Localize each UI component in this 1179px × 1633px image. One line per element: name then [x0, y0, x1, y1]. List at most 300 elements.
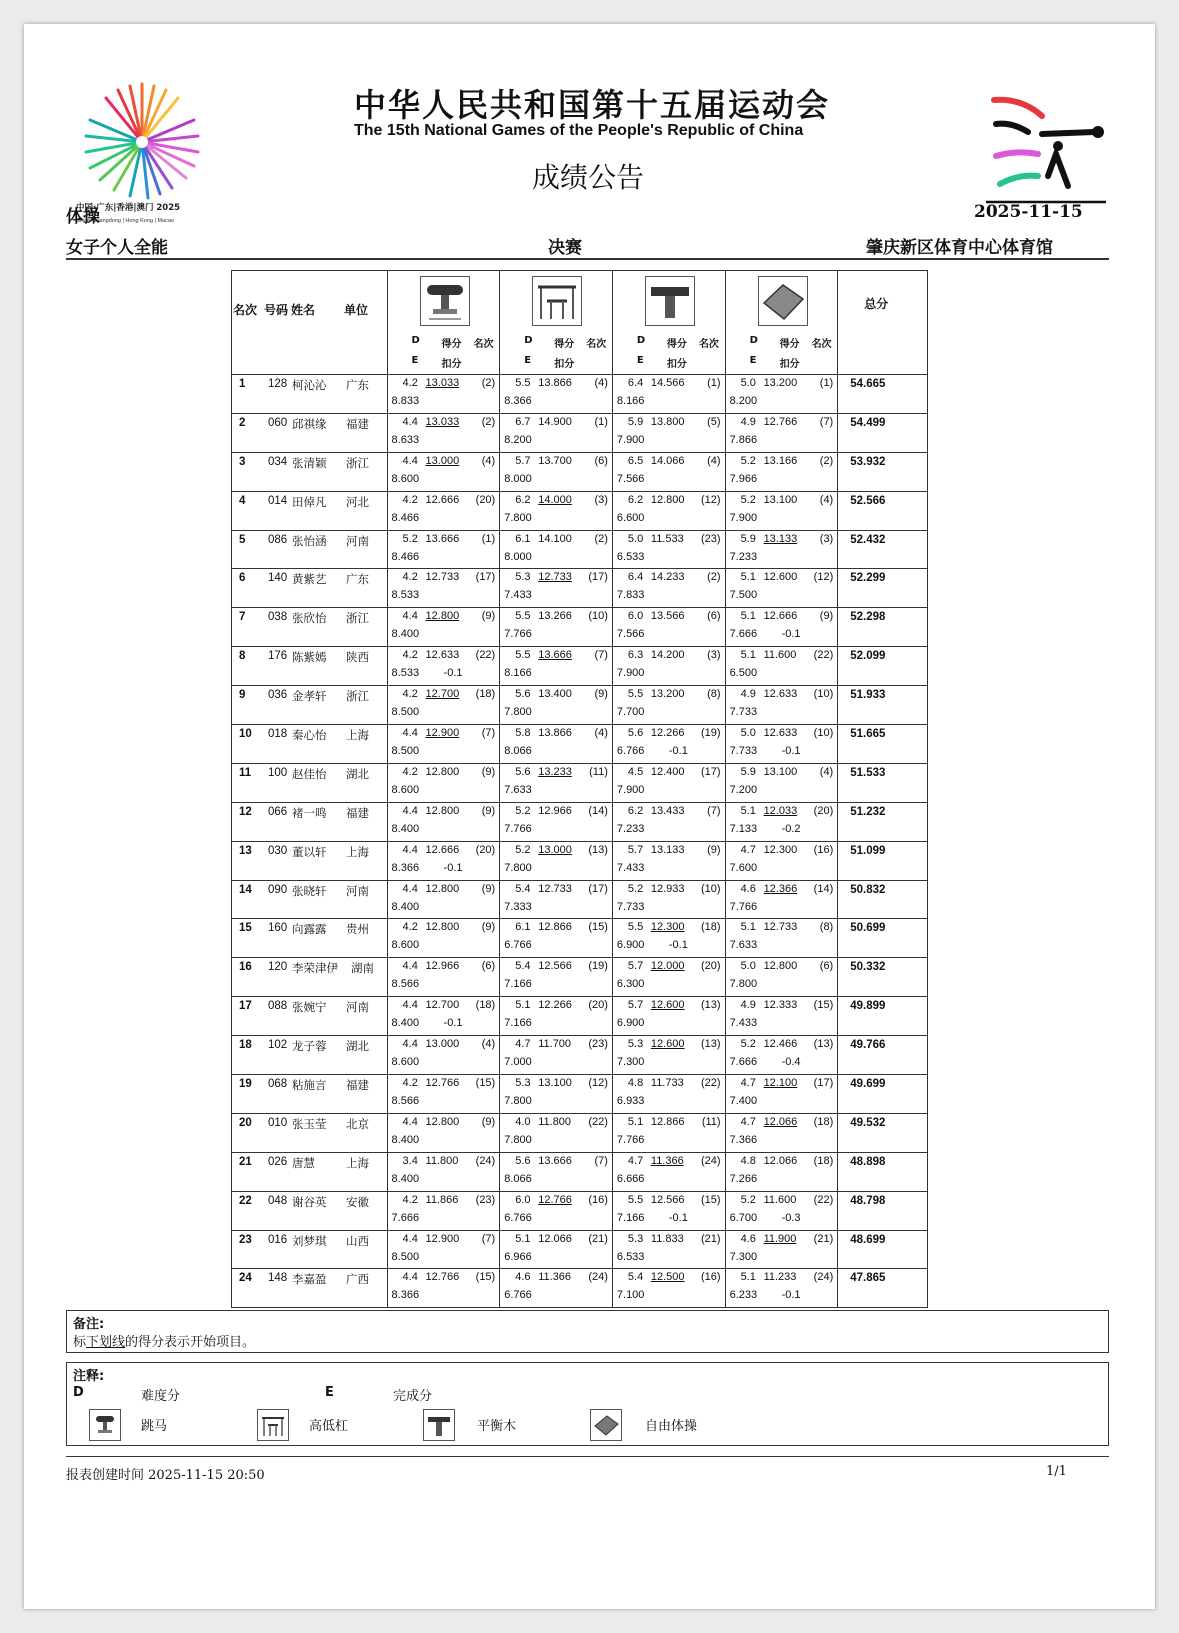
apparatus-score: 12.866: [650, 1115, 685, 1128]
apparatus-rank: (6): [594, 454, 608, 467]
e-score: 8.400: [391, 1133, 420, 1146]
apparatus-score: 12.900: [425, 727, 460, 740]
total-cell: [838, 453, 927, 491]
apparatus-rank: (16): [813, 843, 834, 856]
apparatus-cell: [500, 725, 613, 763]
e-score: 6.966: [504, 1250, 532, 1263]
apparatus-score: 12.700: [425, 688, 460, 701]
e-score: 7.700: [616, 706, 645, 719]
e-score: 8.833: [391, 395, 420, 407]
rank: 11: [239, 766, 252, 779]
e-score: 6.900: [616, 1017, 645, 1030]
apparatus-cell: [726, 997, 839, 1035]
balance-beam-icon: [645, 276, 695, 326]
athlete-name: 张玉莹: [292, 1116, 327, 1131]
table-row: [231, 608, 928, 647]
apparatus-score: 12.066: [538, 1232, 572, 1245]
athlete-unit: 陕西: [346, 650, 369, 665]
athlete-unit: 广东: [346, 572, 369, 587]
apparatus-cell: [726, 531, 839, 569]
e-score: 7.266: [729, 1172, 758, 1185]
apparatus-cell: [613, 686, 726, 724]
bib-number: 034: [268, 455, 288, 468]
apparatus-cell: [613, 1269, 726, 1307]
e-score: 7.800: [504, 1095, 532, 1108]
apparatus-score: 14.233: [650, 571, 685, 584]
athlete-name: 田倬凡: [292, 494, 327, 509]
apparatus-score: 12.600: [650, 1038, 685, 1051]
table-row: [231, 1036, 928, 1075]
apparatus-cell: [388, 647, 501, 685]
penalty: -0.2: [781, 822, 801, 835]
athlete-name: 金孝轩: [292, 689, 327, 704]
col-d: D: [749, 335, 758, 346]
e-score: 7.200: [729, 783, 758, 796]
rank: 4: [239, 494, 246, 507]
apparatus-score: 12.600: [763, 571, 798, 584]
logo-caption-en: China·Guangdong | Hong Kong | Macao: [76, 218, 174, 224]
d-score: 5.3: [627, 1232, 644, 1245]
apparatus-score: 12.800: [650, 493, 685, 506]
e-score: 6.666: [616, 1172, 645, 1185]
penalty: -0.1: [781, 628, 801, 641]
apparatus-cell: [726, 686, 839, 724]
d-score: 5.0: [740, 960, 756, 973]
e-score: 7.666: [391, 1211, 420, 1224]
table-body: [231, 375, 928, 1308]
apparatus-score: 12.766: [538, 1193, 572, 1206]
apparatus-rank: (2): [594, 532, 608, 545]
d-score: 4.6: [740, 1232, 756, 1245]
apparatus-score: 14.000: [538, 493, 572, 506]
apparatus-cell: [388, 842, 501, 880]
apparatus-score: 13.800: [650, 415, 685, 428]
d-score: 4.2: [402, 377, 418, 389]
d-score: 5.1: [740, 921, 756, 934]
apparatus-cell: [500, 919, 613, 957]
e-score: 7.900: [616, 433, 645, 446]
athlete-unit: 浙江: [346, 455, 369, 470]
table-row: [231, 1075, 928, 1114]
total-cell: [838, 1231, 927, 1269]
apparatus-cell: [388, 919, 501, 957]
apparatus-rank: (22): [475, 649, 496, 662]
col-score: 得分: [779, 339, 800, 350]
apparatus-rank: (7): [481, 1232, 496, 1245]
bib-number: 030: [268, 844, 288, 857]
apparatus-score: 14.566: [650, 377, 685, 389]
apparatus-rank: (18): [475, 999, 496, 1012]
apparatus-score: 12.466: [763, 1038, 798, 1051]
apparatus-cell: [613, 1192, 726, 1230]
games-title-en: The 15th National Games of the People's Republic of China: [354, 122, 804, 139]
apparatus-score: 12.066: [763, 1154, 798, 1167]
e-score: 7.166: [616, 1211, 645, 1224]
athlete-name: 李荣津伊: [292, 961, 338, 976]
apparatus-rank: (11): [701, 1115, 721, 1128]
d-score: 5.4: [515, 882, 531, 895]
apparatus-cell: [388, 997, 501, 1035]
apparatus-cell: [500, 569, 613, 607]
d-score: 5.1: [515, 999, 531, 1012]
table-row: [231, 1231, 928, 1270]
athlete-cell: [232, 725, 388, 763]
apparatus-cell: [613, 453, 726, 491]
total-cell: [838, 1153, 927, 1191]
athlete-cell: [232, 1269, 388, 1307]
apparatus-rank: (7): [819, 415, 834, 428]
d-score: 4.2: [402, 688, 418, 701]
e-score: 7.000: [504, 1056, 532, 1069]
d-score: 5.2: [740, 454, 756, 467]
apparatus-score: 12.766: [425, 1271, 460, 1284]
e-score: 6.233: [729, 1289, 758, 1302]
rank: 1: [239, 378, 246, 390]
phase-label: 决赛: [548, 238, 582, 258]
rank: 21: [239, 1155, 252, 1168]
apparatus-score: 12.300: [650, 921, 685, 934]
total-cell: [838, 842, 927, 880]
e-score: 7.566: [616, 472, 645, 485]
d-score: 6.2: [627, 804, 644, 817]
e-score: 7.866: [729, 433, 758, 446]
athlete-cell: [232, 492, 388, 530]
apparatus-rank: (4): [819, 765, 834, 778]
apparatus-score: 11.366: [650, 1154, 684, 1167]
apparatus-rank: (8): [819, 921, 834, 934]
apparatus-rank: (9): [481, 1115, 496, 1128]
e-score: 7.800: [504, 1133, 532, 1146]
apparatus-rank: (22): [813, 649, 834, 662]
apparatus-score: 13.133: [763, 532, 798, 545]
col-penalty: 扣分: [779, 359, 800, 370]
apparatus-cell: [613, 997, 726, 1035]
apparatus-cell: [613, 1231, 726, 1269]
apparatus-score: 12.400: [650, 765, 685, 778]
remark-text: [73, 1331, 255, 1350]
total-score: 51.232: [850, 805, 886, 818]
athlete-name: 陈紫嫣: [292, 650, 327, 665]
notice-title: 成绩公告: [532, 161, 645, 194]
d-score: 5.3: [515, 571, 531, 584]
apparatus-cell: [726, 1075, 839, 1113]
table-row: [231, 958, 928, 997]
athlete-unit: 广东: [346, 378, 369, 392]
bib-number: 068: [268, 1078, 288, 1091]
e-score: 7.300: [729, 1250, 758, 1263]
d-score: 5.1: [515, 1232, 531, 1245]
total-cell: [838, 608, 927, 646]
apparatus-cell: [613, 881, 726, 919]
athlete-header: [232, 271, 388, 374]
apparatus-rank: (8): [707, 688, 721, 701]
apparatus-rank: (17): [813, 1077, 834, 1090]
col-e: E: [524, 355, 532, 366]
d-score: 5.1: [740, 804, 756, 817]
e-score: 8.066: [504, 745, 532, 758]
col-d: D: [636, 335, 646, 346]
athlete-name: 赵佳怡: [292, 766, 327, 781]
apparatus-rank: (21): [701, 1232, 721, 1245]
apparatus-rank: (1): [707, 377, 721, 389]
d-score: 5.6: [515, 1154, 531, 1167]
apparatus-score: 13.000: [425, 454, 460, 467]
e-score: 7.233: [616, 822, 645, 835]
e-score: 7.966: [729, 472, 758, 485]
table-row: [231, 1192, 928, 1231]
d-score: 4.4: [402, 843, 418, 856]
e-score: 8.566: [391, 978, 420, 991]
apparatus-rank: (23): [475, 1193, 496, 1206]
legend-title: 注释:: [73, 1369, 105, 1384]
penalty: -0.1: [443, 861, 463, 874]
apparatus-cell: [613, 1036, 726, 1074]
apparatus-rank: (6): [481, 960, 496, 973]
apparatus-cell: [613, 414, 726, 452]
apparatus-rank: (22): [588, 1115, 608, 1128]
e-score: 7.600: [729, 861, 758, 874]
apparatus-rank: (17): [588, 882, 608, 895]
table-header: [231, 270, 928, 375]
athlete-unit: 福建: [346, 805, 369, 820]
total-score: 49.699: [850, 1078, 886, 1091]
apparatus-score: 12.566: [650, 1193, 685, 1206]
d-score: 5.2: [740, 1038, 756, 1051]
apparatus-cell: [388, 1075, 501, 1113]
d-score: 4.4: [402, 1038, 418, 1051]
e-score: 8.366: [504, 395, 532, 407]
apparatus-cell: [726, 1036, 839, 1074]
d-score: 6.2: [515, 493, 531, 506]
beam-header: [613, 271, 726, 374]
apparatus-score: 11.533: [650, 532, 684, 545]
athlete-name: 张晓轩: [292, 883, 327, 898]
apparatus-score: 12.100: [763, 1077, 798, 1090]
apparatus-score: 13.566: [650, 610, 685, 623]
rank: 18: [239, 1039, 252, 1052]
apparatus-score: 11.700: [538, 1038, 572, 1051]
e-score: 8.533: [391, 667, 420, 680]
apparatus-rank: (16): [701, 1271, 721, 1284]
apparatus-score: 11.366: [538, 1271, 572, 1284]
bib-number: 148: [268, 1272, 288, 1285]
apparatus-cell: [388, 764, 501, 802]
bib-number: 016: [268, 1233, 288, 1246]
apparatus-rank: (6): [819, 960, 834, 973]
e-score: 8.400: [391, 900, 420, 913]
apparatus-rank: (16): [588, 1193, 608, 1206]
bib-number: 090: [268, 883, 288, 896]
apparatus-score: 13.866: [538, 727, 572, 740]
bib-number: 088: [268, 1000, 288, 1013]
d-score: 5.9: [740, 532, 756, 545]
total-score: 48.699: [850, 1233, 886, 1246]
apparatus-rank: (2): [707, 571, 721, 584]
apparatus-score: 12.666: [763, 610, 798, 623]
apparatus-rank: (9): [481, 882, 496, 895]
total-score: 49.899: [850, 1000, 886, 1013]
apparatus-cell: [500, 764, 613, 802]
penalty: -0.1: [668, 939, 688, 952]
apparatus-rank: (24): [475, 1154, 496, 1167]
apparatus-rank: (12): [813, 571, 834, 584]
apparatus-score: 12.700: [425, 999, 460, 1012]
d-score: 4.4: [402, 882, 418, 895]
penalty: -0.3: [781, 1211, 801, 1224]
penalty: -0.1: [668, 1211, 688, 1224]
table-row: [231, 842, 928, 881]
apparatus-cell: [500, 453, 613, 491]
apparatus-score: 13.700: [538, 454, 572, 467]
apparatus-cell: [726, 1231, 839, 1269]
apparatus-cell: [726, 764, 839, 802]
bib-number: 176: [268, 650, 288, 663]
athlete-unit: 河北: [346, 494, 369, 509]
e-score: 6.700: [729, 1211, 758, 1224]
remark-box: [66, 1310, 1109, 1353]
apparatus-rank: (14): [588, 804, 608, 817]
d-score: 5.2: [627, 882, 644, 895]
remark-title: 备注:: [73, 1317, 105, 1332]
d-score: 5.1: [627, 1115, 644, 1128]
apparatus-score: 12.966: [425, 960, 460, 973]
d-score: 4.4: [402, 610, 418, 623]
athlete-name: 褚一鸣: [292, 805, 327, 820]
athlete-cell: [232, 1075, 388, 1113]
apparatus-rank: (3): [819, 532, 834, 545]
table-row: [231, 531, 928, 570]
total-cell: [838, 764, 927, 802]
apparatus-rank: (7): [707, 804, 721, 817]
rank: 8: [239, 650, 246, 663]
rank: 13: [239, 844, 252, 857]
e-score: 6.900: [616, 939, 645, 952]
col-total: 总分: [864, 297, 889, 311]
d-score: 5.1: [740, 1271, 756, 1284]
e-score: 7.666: [729, 1056, 758, 1069]
rank: 9: [239, 689, 246, 702]
d-score: 5.5: [627, 921, 644, 934]
apparatus-score: 13.666: [425, 532, 460, 545]
e-score: 8.200: [729, 395, 758, 407]
e-score: 6.600: [616, 511, 645, 524]
apparatus-cell: [726, 842, 839, 880]
rank: 24: [239, 1272, 252, 1285]
athlete-unit: 河南: [346, 533, 369, 548]
bib-number: 066: [268, 805, 288, 818]
apparatus-rank: (23): [701, 532, 721, 545]
d-score: 6.1: [515, 921, 531, 934]
apparatus-cell: [500, 1153, 613, 1191]
total-score: 54.499: [850, 416, 886, 429]
apparatus-cell: [726, 881, 839, 919]
apparatus-score: 12.300: [763, 843, 798, 856]
e-score: 8.600: [391, 783, 420, 796]
d-score: 5.2: [740, 1193, 756, 1206]
bib-number: 128: [268, 378, 288, 390]
d-score: 4.4: [402, 727, 418, 740]
apparatus-score: 12.366: [763, 882, 798, 895]
e-score: 7.766: [504, 822, 532, 835]
d-score: 5.9: [627, 415, 644, 428]
apparatus-rank: (21): [813, 1232, 834, 1245]
d-score: 6.0: [627, 610, 644, 623]
e-score: 6.300: [616, 978, 645, 991]
apparatus-score: 13.233: [538, 765, 572, 778]
athlete-unit: 广西: [346, 1272, 369, 1287]
athlete-unit: 上海: [346, 728, 369, 743]
apparatus-score: 12.066: [763, 1115, 798, 1128]
apparatus-score: 12.333: [763, 999, 798, 1012]
apparatus-rank: (9): [594, 688, 608, 701]
penalty: -0.1: [443, 667, 463, 680]
apparatus-score: 12.800: [425, 610, 460, 623]
apparatus-rank: (11): [589, 765, 608, 778]
d-score: 4.4: [402, 804, 418, 817]
total-cell: [838, 375, 927, 413]
apparatus-score: 12.566: [538, 960, 572, 973]
e-score: 7.800: [729, 978, 758, 991]
apparatus-score: 12.933: [650, 882, 685, 895]
total-score: 49.532: [850, 1116, 886, 1129]
rank: 17: [239, 1000, 252, 1013]
e-score: 8.400: [391, 628, 420, 641]
total-score: 52.299: [850, 572, 886, 585]
e-score: 6.533: [616, 1250, 645, 1263]
footer-divider: [66, 1456, 1109, 1457]
apparatus-rank: (20): [475, 843, 496, 856]
athlete-name: 唐慧: [292, 1155, 315, 1170]
total-score: 51.933: [850, 689, 886, 702]
apparatus-cell: [388, 1114, 501, 1152]
total-cell: [838, 919, 927, 957]
apparatus-cell: [726, 492, 839, 530]
legend-e-label: 完成分: [393, 1389, 433, 1404]
e-score: 8.600: [391, 1056, 420, 1069]
apparatus-score: 13.000: [538, 843, 572, 856]
apparatus-rank: (13): [813, 1038, 834, 1051]
apparatus-rank: (9): [481, 765, 496, 778]
d-score: 5.7: [627, 999, 644, 1012]
apparatus-cell: [613, 1153, 726, 1191]
d-score: 5.2: [402, 532, 418, 545]
bib-number: 038: [268, 611, 288, 624]
e-score: 8.400: [391, 1017, 420, 1030]
apparatus-cell: [500, 608, 613, 646]
col-place: 名次: [473, 339, 494, 350]
apparatus-score: 12.666: [425, 493, 460, 506]
col-e: E: [749, 355, 757, 366]
apparatus-rank: (18): [813, 1115, 834, 1128]
table-row: [231, 453, 928, 492]
d-score: 4.2: [402, 649, 418, 662]
d-score: 4.2: [402, 921, 418, 934]
apparatus-cell: [500, 842, 613, 880]
apparatus-cell: [726, 608, 839, 646]
total-score: 51.533: [850, 766, 886, 779]
e-score: 8.633: [391, 433, 420, 446]
apparatus-cell: [613, 375, 726, 413]
apparatus-cell: [500, 1114, 613, 1152]
penalty: -0.4: [781, 1056, 801, 1069]
total-score: 48.798: [850, 1194, 886, 1207]
apparatus-cell: [500, 997, 613, 1035]
total-cell: [838, 414, 927, 452]
e-score: 6.500: [729, 667, 758, 680]
apparatus-rank: (15): [475, 1271, 496, 1284]
d-score: 4.9: [740, 688, 756, 701]
apparatus-rank: (10): [813, 688, 834, 701]
